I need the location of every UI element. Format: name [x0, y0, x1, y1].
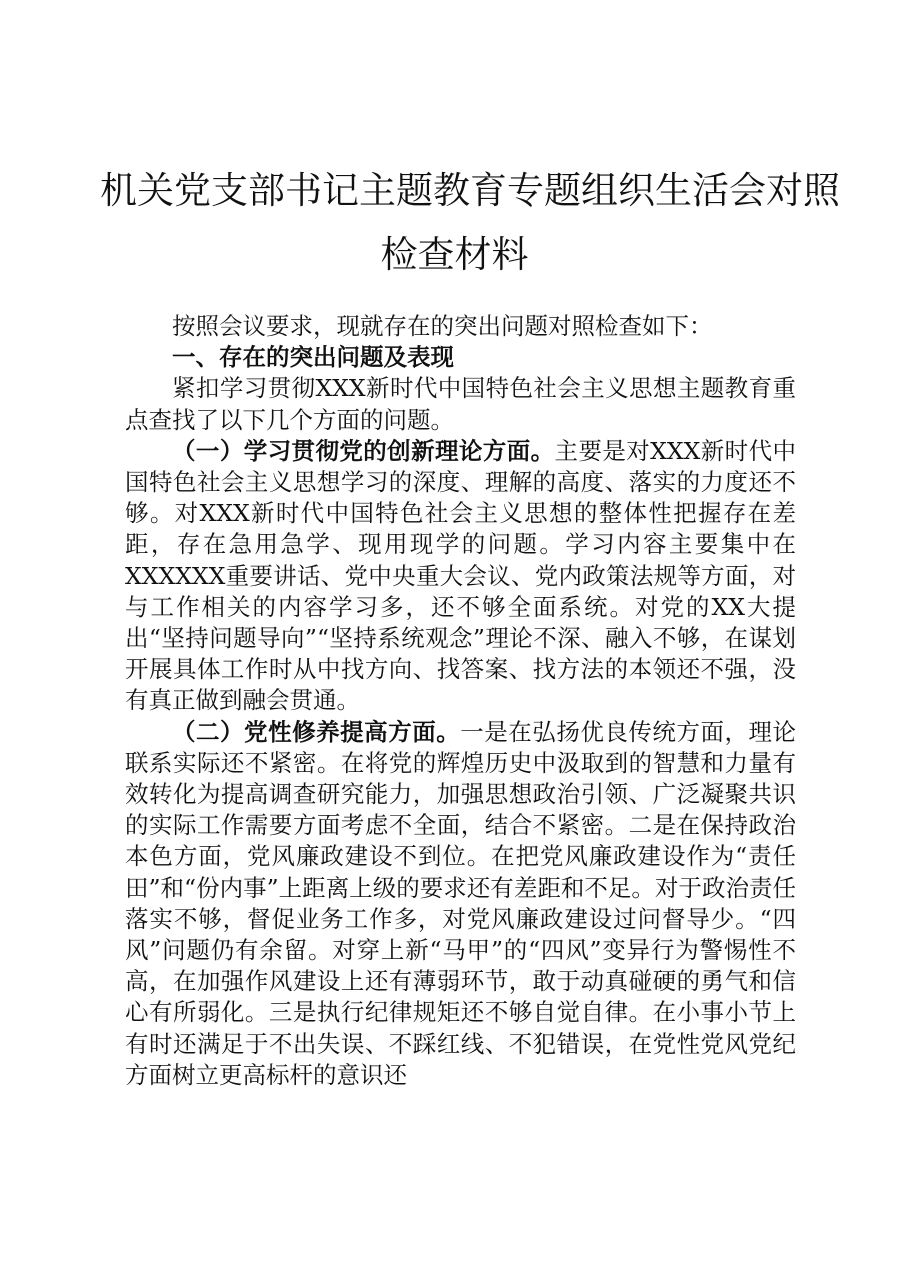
document-title-line2: 检查材料 — [380, 233, 529, 276]
item2-heading: （二）党性修养提高方面。 — [172, 717, 461, 746]
item2-paragraph — [125, 717, 796, 1091]
item1-heading: （一）学习贯彻党的创新理论方面。 — [172, 436, 555, 465]
section1-intro-paragraph: 紧扣学习贯彻XXX新时代中国特色社会主义思想主题教育重点查找了以下几个方面的问题。 — [125, 374, 796, 434]
item2-text: 一是在弘扬优良传统方面，理论联系实际还不紧密。在将党的辉煌历史中汲取到的智慧和力量有效转化为提高调查研究能力，加强思想政治引领、广泛凝聚共识的实际工作需要方面考虑不全面，结合不紧密。二是在保持政治本色方面，党风廉政建设不到位。在把党风廉政建设作为“责任田”和“份内事”上距离上级的要求还有差距和不足。对于政治责任落实不够，督促业务工作多，对党风廉政建设过问督导少。“四风”问题仍有余留。对穿上新“马甲”的“四风”变异行为警惕性不高，在加强作风建设上还有薄弱环节，敢于动真碰硬的勇气和信心有所弱化。三是执行纪律规矩还不够自觉自律。在小事小节上有时还满足于不出失误、不踩红线、不犯错误，在党性党风党纪方面树立更高标杆的意识还 — [125, 717, 797, 1089]
document-body — [125, 311, 796, 1091]
section1-heading: 一、存在的突出问题及表现 — [172, 343, 454, 372]
intro-paragraph: 按照会议要求，现就存在的突出问题对照检查如下： — [172, 312, 713, 340]
document-title-line1: 机关党支部书记主题教育专题组织生活会对照 — [100, 169, 840, 212]
item1-paragraph — [125, 436, 796, 717]
item1-text: 主要是对XXX新时代中国特色社会主义思想学习的深度、理解的高度、落实的力度还不够。对XXX新时代中国特色社会主义思想的整体性把握存在差距，存在急用急学、现用现学的问题。学习内容主要集中在XXXXXX重要讲话、党中央重大会议、党内政策法规等方面，对与工作相关的内容学习多，还不够全面系统。对党的XX大提出“坚持问题导向”“坚持系统观念”理论不深、融入不够，在谋划开展具体工作时从中找方向、找答案、找方法的本领还不强，没有真正做到融会贯通。 — [125, 436, 796, 715]
